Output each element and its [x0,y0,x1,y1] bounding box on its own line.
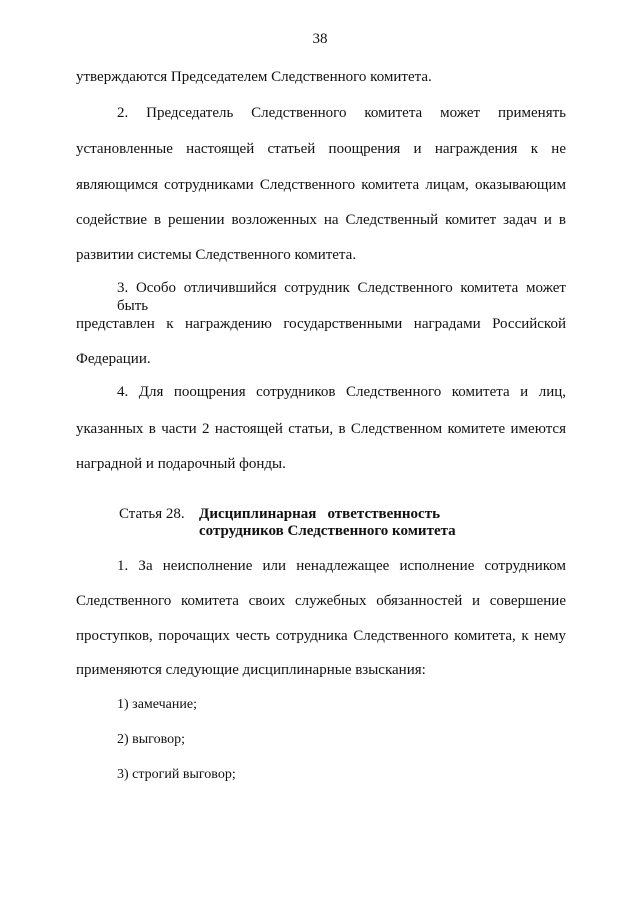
paragraph-line: развитии системы Следственного комитета. [76,247,357,263]
paragraph-line: представлен к награждению государственными наградами Российской [76,316,566,332]
list-item: 1) замечание; [117,697,197,712]
paragraph-line: применяются следующие дисциплинарные взыскания: [76,662,426,678]
paragraph-line: 2. Председатель Следственного комитета может применять [117,105,566,121]
paragraph-line: утверждаются Председателем Следственного комитета. [76,69,432,85]
page-number: 38 [312,31,328,47]
paragraph-line: Федерации. [76,351,151,367]
paragraph-line: 1. За неисполнение или ненадлежащее исполнение сотрудником [117,558,566,574]
list-item: 2) выговор; [117,732,185,747]
article-title: сотрудников Следственного комитета [199,523,456,539]
paragraph-line: установленные настоящей статьей поощрения и награждения к не [76,141,566,157]
paragraph-line: Следственного комитета своих служебных обязанностей и совершение [76,593,566,609]
list-item: 3) строгий выговор; [117,767,236,782]
paragraph-line: проступков, порочащих честь сотрудника Следственного комитета, к нему [76,628,566,644]
paragraph-line: 4. Для поощрения сотрудников Следственного комитета и лиц, [117,384,566,400]
article-label: Статья 28. [119,506,185,522]
article-title: Дисциплинарная ответственность [199,506,440,522]
paragraph-line: содействие в решении возложенных на Следственный комитет задач и в [76,212,566,228]
paragraph-line: 3. Особо отличившийся сотрудник Следственного комитета может быть [117,280,566,314]
paragraph-line: наградной и подарочный фонды. [76,456,286,472]
paragraph-line: указанных в части 2 настоящей статьи, в Следственном комитете имеются [76,421,566,437]
paragraph-line: являющимся сотрудниками Следственного комитета лицам, оказывающим [76,177,566,193]
